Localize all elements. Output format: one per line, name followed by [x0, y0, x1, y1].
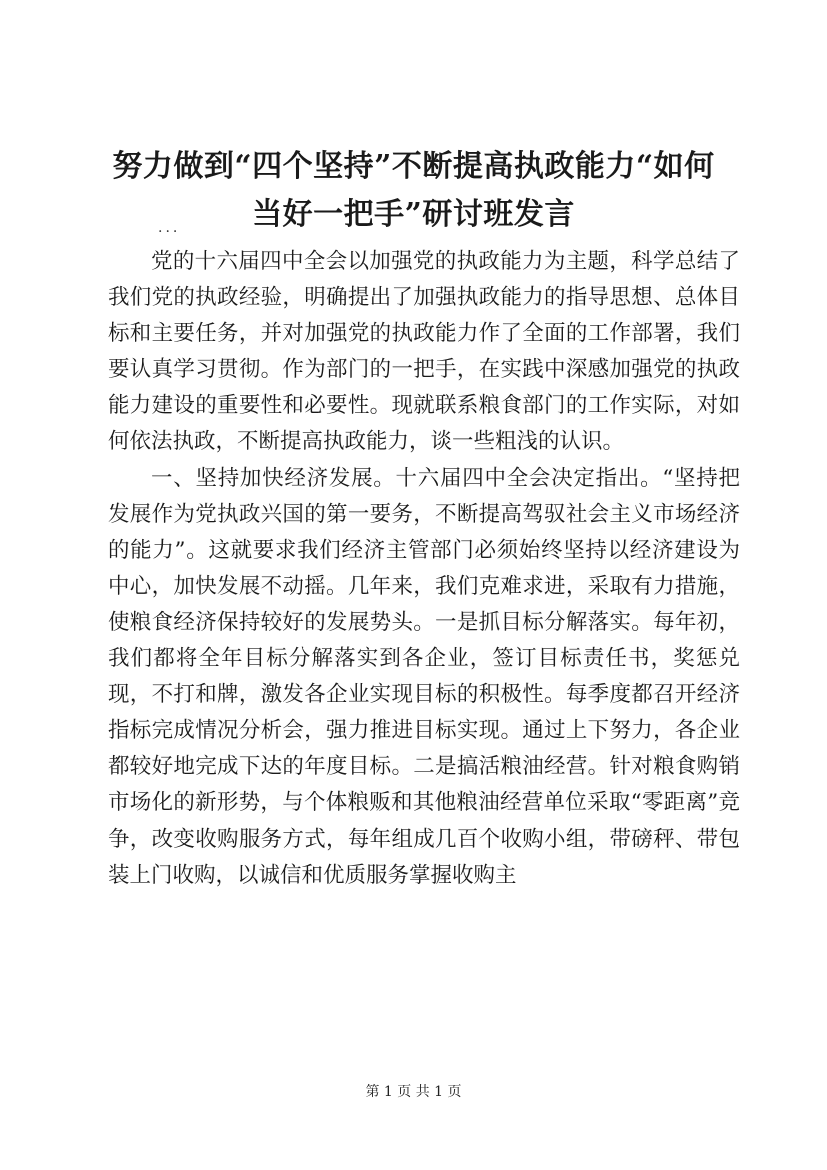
paragraph-intro: 党的十六届四中全会以加强党的执政能力为主题，科学总结了我们党的执政经验，明确提出了加强执政能力的指导思想、总体目标和主要任务，并对加强党的执政能力作了全面的工作部署，我们要认真学习贯彻。作为部门的一把手，在实践中深感加强党的执政能力建设的重要性和必要性。现就联系粮食部门的工作实际，对如何依法执政，不断提高执政能力，谈一些粗浅的认识。 [108, 249, 740, 455]
document-title: 努力做到“四个坚持”不断提高执政能力“如何当好一把手”研讨班发言 [112, 149, 715, 232]
document-body [108, 244, 740, 894]
paragraph-economic-development: 一、坚持加快经济发展。十六届四中全会决定指出。“坚持把发展作为党执政兴国的第一要务，不断提高驾驭社会主义市场经济的能力”。这就要求我们经济主管部门必须始终坚持以经济建设为中心，加快发展不动摇。几年来，我们克难求进，采取有力措施，使粮食经济保持较好的发展势头。一是抓目标分解落实。每年初，我们都将全年目标分解落实到各企业，签订目标责任书，奖惩兑现，不打和牌，激发各企业实现目标的积极性。每季度都召开经济指标完成情况分析会，强力推进目标实现。通过上下努力，各企业都较好地完成下达的年度目标。二是搞活粮油经营。针对粮食购销市场化的新形势，与个体粮贩和其他粮油经营单位采取“零距离”竞争，改变收购服务方式，每年组成几百个收购小组，带磅秤、带包装上门收购，以诚信和优质服务掌握收购主 [108, 465, 740, 888]
ellipsis-marker: ... [158, 220, 181, 236]
page-footer: 第 1 页 共 1 页 [365, 1084, 462, 1100]
